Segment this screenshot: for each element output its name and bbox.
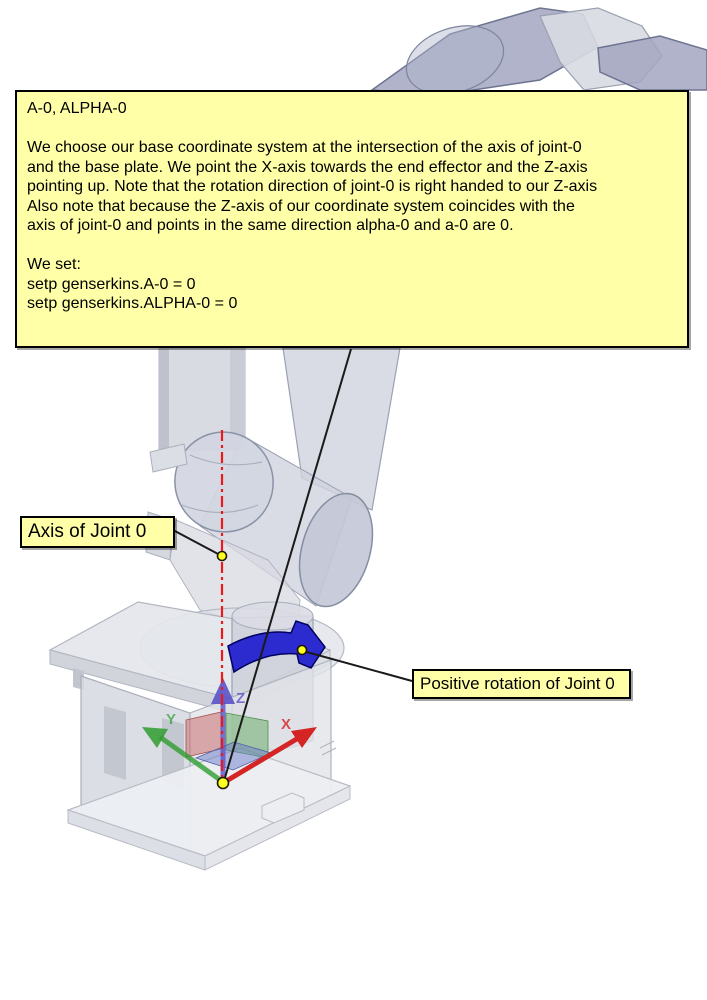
axis-callout-label: Axis of Joint 0	[28, 521, 147, 542]
axis-marker	[218, 552, 227, 561]
rotation-callout-label: Positive rotation of Joint 0	[420, 674, 615, 693]
info-paragraph-line: pointing up. Note that the rotation direction of joint-0 is right handed to our Z-axis	[27, 178, 598, 195]
pedestal-panel	[104, 706, 126, 780]
z-axis-label: Z	[236, 690, 246, 707]
info-title: A-0, ALPHA-0	[27, 100, 127, 117]
info-paragraph-line: Also note that because the Z-axis of our coordinate system coincides with the	[27, 197, 575, 215]
info-paragraph	[27, 138, 677, 236]
positive-rotation-callout	[412, 669, 631, 699]
setp-command: setp genserkins.ALPHA-0 = 0	[27, 295, 238, 312]
axis-of-joint-callout	[20, 516, 175, 548]
we-set-label: We set:	[27, 256, 81, 273]
info-paragraph-line: and the base plate. We point the X-axis towards the end effector and the Z-axis	[27, 158, 588, 176]
info-paragraph-line: We choose our base coordinate system at the intersection of the axis of joint-0	[27, 139, 582, 156]
rotation-marker	[298, 646, 307, 655]
origin-marker	[218, 778, 229, 789]
y-axis-label: Y	[166, 711, 177, 728]
info-paragraph-line: axis of joint-0 and points in the same direction alpha-0 and a-0 are 0.	[27, 217, 514, 234]
setp-command: setp genserkins.A-0 = 0	[27, 275, 196, 293]
info-box	[15, 90, 689, 348]
column-shade-left	[159, 348, 169, 450]
x-axis-label: X	[281, 716, 292, 733]
